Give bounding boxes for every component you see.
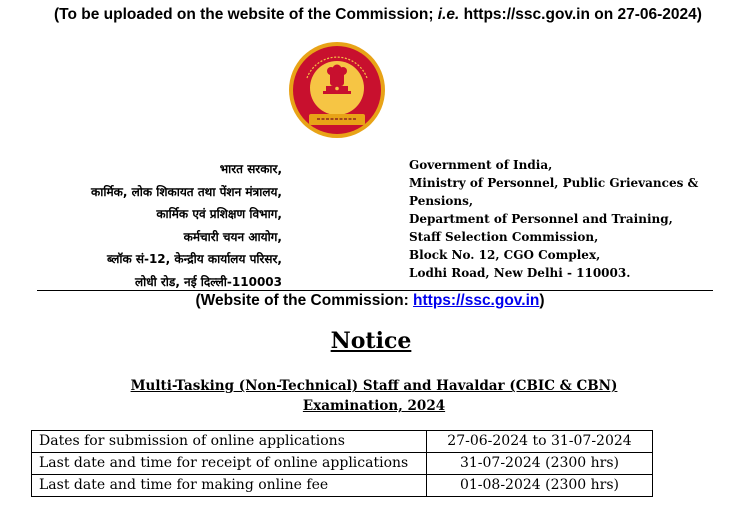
address-english-line: Pensions,	[409, 194, 474, 208]
schedule-value: 31-07-2024 (2300 hrs)	[427, 453, 653, 475]
address-english-line: Department of Personnel and Training,	[409, 212, 673, 226]
address-english-line: Staff Selection Commission,	[409, 230, 599, 244]
exam-title-line2: Examination, 2024	[302, 398, 446, 414]
address-hindi-line: लोधी रोड, नई दिल्ली-110003	[134, 274, 282, 289]
address-hindi-line: कार्मिक, लोक शिकायत तथा पेंशन मंत्रालय,	[91, 184, 282, 199]
exam-title	[100, 376, 648, 416]
upload-note	[0, 6, 756, 24]
ssc-emblem-svg	[287, 40, 387, 140]
upload-note-suffix: https://ssc.gov.in on 27-06-2024)	[459, 6, 702, 23]
table-row	[32, 475, 653, 497]
table-row	[32, 431, 653, 453]
address-hindi-line: भारत सरकार,	[219, 162, 282, 176]
address-english-block	[409, 156, 709, 282]
table-row	[32, 453, 653, 475]
schedule-value: 01-08-2024 (2300 hrs)	[427, 475, 653, 497]
schedule-table	[31, 430, 653, 497]
commission-website-link[interactable]: https://ssc.gov.in	[413, 292, 540, 309]
exam-title-line1: Multi-Tasking (Non-Technical) Staff and Havaldar (CBIC & CBN)	[130, 378, 618, 394]
address-hindi-line: कार्मिक एवं प्रशिक्षण विभाग,	[156, 207, 282, 221]
notice-title: Notice	[330, 328, 412, 354]
address-hindi-block	[91, 158, 282, 293]
address-english-line: Lodhi Road, New Delhi - 110003.	[409, 266, 631, 280]
address-hindi-line: ब्लॉक सं-12, केन्द्रीय कार्यालय परिसर,	[107, 252, 282, 266]
schedule-label: Dates for submission of online applications	[32, 431, 427, 453]
website-line-prefix: (Website of the Commission:	[195, 292, 414, 309]
website-line-suffix: )	[539, 292, 545, 309]
schedule-value: 27-06-2024 to 31-07-2024	[427, 431, 653, 453]
header-divider	[37, 290, 713, 291]
website-line	[0, 292, 740, 310]
upload-note-ie: i.e.	[437, 6, 460, 23]
ssc-emblem-icon	[287, 40, 387, 140]
address-english-line: Block No. 12, CGO Complex,	[409, 248, 601, 262]
schedule-label: Last date and time for receipt of online applications	[32, 453, 427, 475]
upload-note-prefix: (To be uploaded on the website of the Commission;	[54, 6, 438, 23]
address-hindi-line: कर्मचारी चयन आयोग,	[183, 229, 282, 244]
schedule-label: Last date and time for making online fee	[32, 475, 427, 497]
address-english-line: Government of India,	[409, 158, 553, 172]
address-english-line: Ministry of Personnel, Public Grievances &	[409, 176, 699, 190]
